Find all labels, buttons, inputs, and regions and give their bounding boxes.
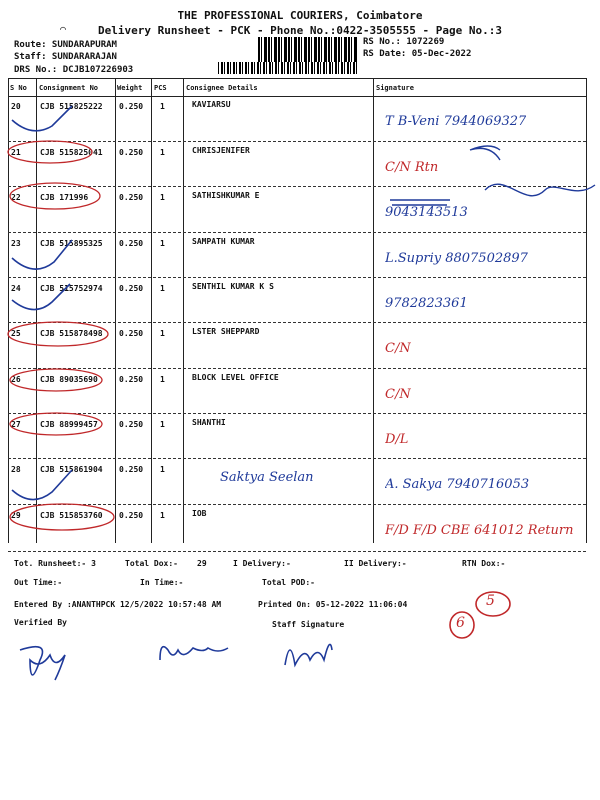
page-subtitle: Delivery Runsheet - PCK - Phone No.:0422-3505555 - Page No.:3 — [98, 24, 502, 37]
col-header-consignment: Consignment No — [39, 84, 99, 92]
out-time: Out Time:- — [14, 578, 63, 587]
row-signature: F/D F/D CBE 641012 Return — [385, 523, 574, 538]
row-sno: 26 — [11, 375, 21, 384]
route-label: Route: SUNDARAPURAM — [14, 40, 117, 50]
staff-signature-label: Staff Signature — [272, 620, 345, 629]
row-weight: 0.250 — [119, 239, 144, 248]
row-consignment-no: CJB 89035690 — [40, 375, 98, 384]
row-consignee: SENTHIL KUMAR K S — [192, 282, 274, 291]
page-title: THE PROFESSIONAL COURIERS, Coimbatore — [177, 9, 423, 22]
row-signature: 9043143513 — [385, 205, 468, 220]
total-pod: Total POD:- — [262, 578, 315, 587]
row-consignment-no: CJB 515895325 — [40, 239, 103, 248]
row-pcs: 1 — [160, 375, 165, 384]
entered-by: Entered By :ANANTHPCK 12/5/2022 10:57:48 AM — [14, 600, 222, 609]
row-sno: 28 — [11, 465, 21, 474]
row-consignee: LSTER SHEPPARD — [192, 327, 260, 336]
row-weight: 0.250 — [119, 329, 144, 338]
staff-label: Staff: SUNDARARAJAN — [14, 52, 117, 62]
row-signature: A. Sakya 7940716053 — [385, 477, 530, 492]
row-pcs: 1 — [160, 193, 165, 202]
circled-number-5-text: 5 — [486, 593, 495, 609]
row-consignee: CHRISJENIFER — [192, 146, 250, 155]
ii-delivery: II Delivery:- — [344, 559, 407, 568]
row-signature: C/N — [385, 387, 411, 402]
row-weight: 0.250 — [119, 193, 144, 202]
row-signature: 9782823361 — [385, 296, 468, 311]
row-weight: 0.250 — [119, 420, 144, 429]
row-signature: L.Supriy 8807502897 — [385, 251, 528, 266]
col-header-consignee: Consignee Details — [186, 84, 258, 92]
row-consignee: SHANTHI — [192, 418, 226, 427]
rtn-dox: RTN Dox:- — [462, 559, 506, 568]
col-header-pcs: PCS — [154, 84, 167, 92]
row-consignee: BLOCK LEVEL OFFICE — [192, 373, 279, 382]
row-signature: C/N — [385, 341, 411, 356]
row-consignee: IOB — [192, 509, 207, 518]
signature-2 — [160, 647, 228, 660]
row-pcs: 1 — [160, 239, 165, 248]
rs-number: RS No.: 1072269 — [363, 37, 445, 47]
row-weight: 0.250 — [119, 148, 144, 157]
row-weight: 0.250 — [119, 375, 144, 384]
row-pcs: 1 — [160, 102, 165, 111]
circled-number-6-text: 6 — [456, 615, 465, 631]
row-sno: 22 — [11, 193, 21, 202]
row-sno: 21 — [11, 148, 21, 157]
row-signature: C/N Rtn — [385, 160, 439, 175]
tot-runsheet: Tot. Runsheet:- 3 — [14, 559, 96, 568]
row-weight: 0.250 — [119, 465, 144, 474]
verified-by-label: Verified By — [14, 618, 67, 627]
handwritten-consignee: Saktya Seelan — [220, 470, 314, 485]
row-sno: 29 — [11, 511, 21, 520]
row-signature: T B-Veni 7944069327 — [385, 114, 527, 129]
row-consignee: KAVIARSU — [192, 100, 231, 109]
row-pcs: 1 — [160, 465, 165, 474]
row-sno: 27 — [11, 420, 21, 429]
row-weight: 0.250 — [119, 511, 144, 520]
row-sno: 20 — [11, 102, 21, 111]
row-weight: 0.250 — [119, 284, 144, 293]
total-dox-value: 29 — [197, 559, 207, 568]
drs-number: DRS No.: DCJB107226903 — [14, 65, 134, 75]
row-pcs: 1 — [160, 148, 165, 157]
row-sno: 25 — [11, 329, 21, 338]
rs-date: RS Date: 05-Dec-2022 — [363, 49, 472, 59]
signature-verified — [20, 647, 65, 680]
row-weight: 0.250 — [119, 102, 144, 111]
row-consignment-no: CJB 515878498 — [40, 329, 103, 338]
row-consignment-no: CJB 515861904 — [40, 465, 103, 474]
i-delivery: I Delivery:- — [233, 559, 291, 568]
row-consignment-no: CJB 171996 — [40, 193, 89, 202]
signature-staff — [285, 644, 332, 665]
row-pcs: 1 — [160, 329, 165, 338]
col-header-weight: Weight — [117, 84, 143, 92]
row-signature: D/L — [385, 432, 409, 447]
row-consignment-no: CJB 515853760 — [40, 511, 103, 520]
row-consignment-no: CJB 88999457 — [40, 420, 98, 429]
total-dox: Total Dox:- — [125, 559, 178, 568]
row-sno: 23 — [11, 239, 21, 248]
in-time: In Time:- — [140, 578, 184, 587]
row-sno: 24 — [11, 284, 21, 293]
col-header-sno: S No — [10, 84, 27, 92]
row-consignment-no: CJB 515825222 — [40, 102, 103, 111]
row-pcs: 1 — [160, 511, 165, 520]
row-consignment-no: CJB 515752974 — [40, 284, 103, 293]
row-consignee: SATHISHKUMAR E — [192, 191, 260, 200]
scan-mark-icon: ⌒ — [60, 24, 67, 35]
row-pcs: 1 — [160, 284, 165, 293]
row-pcs: 1 — [160, 420, 165, 429]
row-consignee: SAMPATH KUMAR — [192, 237, 255, 246]
row-consignment-no: CJB 515825041 — [40, 148, 103, 157]
printed-on: Printed On: 05-12-2022 11:06:04 — [258, 600, 408, 609]
col-header-signature: Signature — [376, 84, 414, 92]
